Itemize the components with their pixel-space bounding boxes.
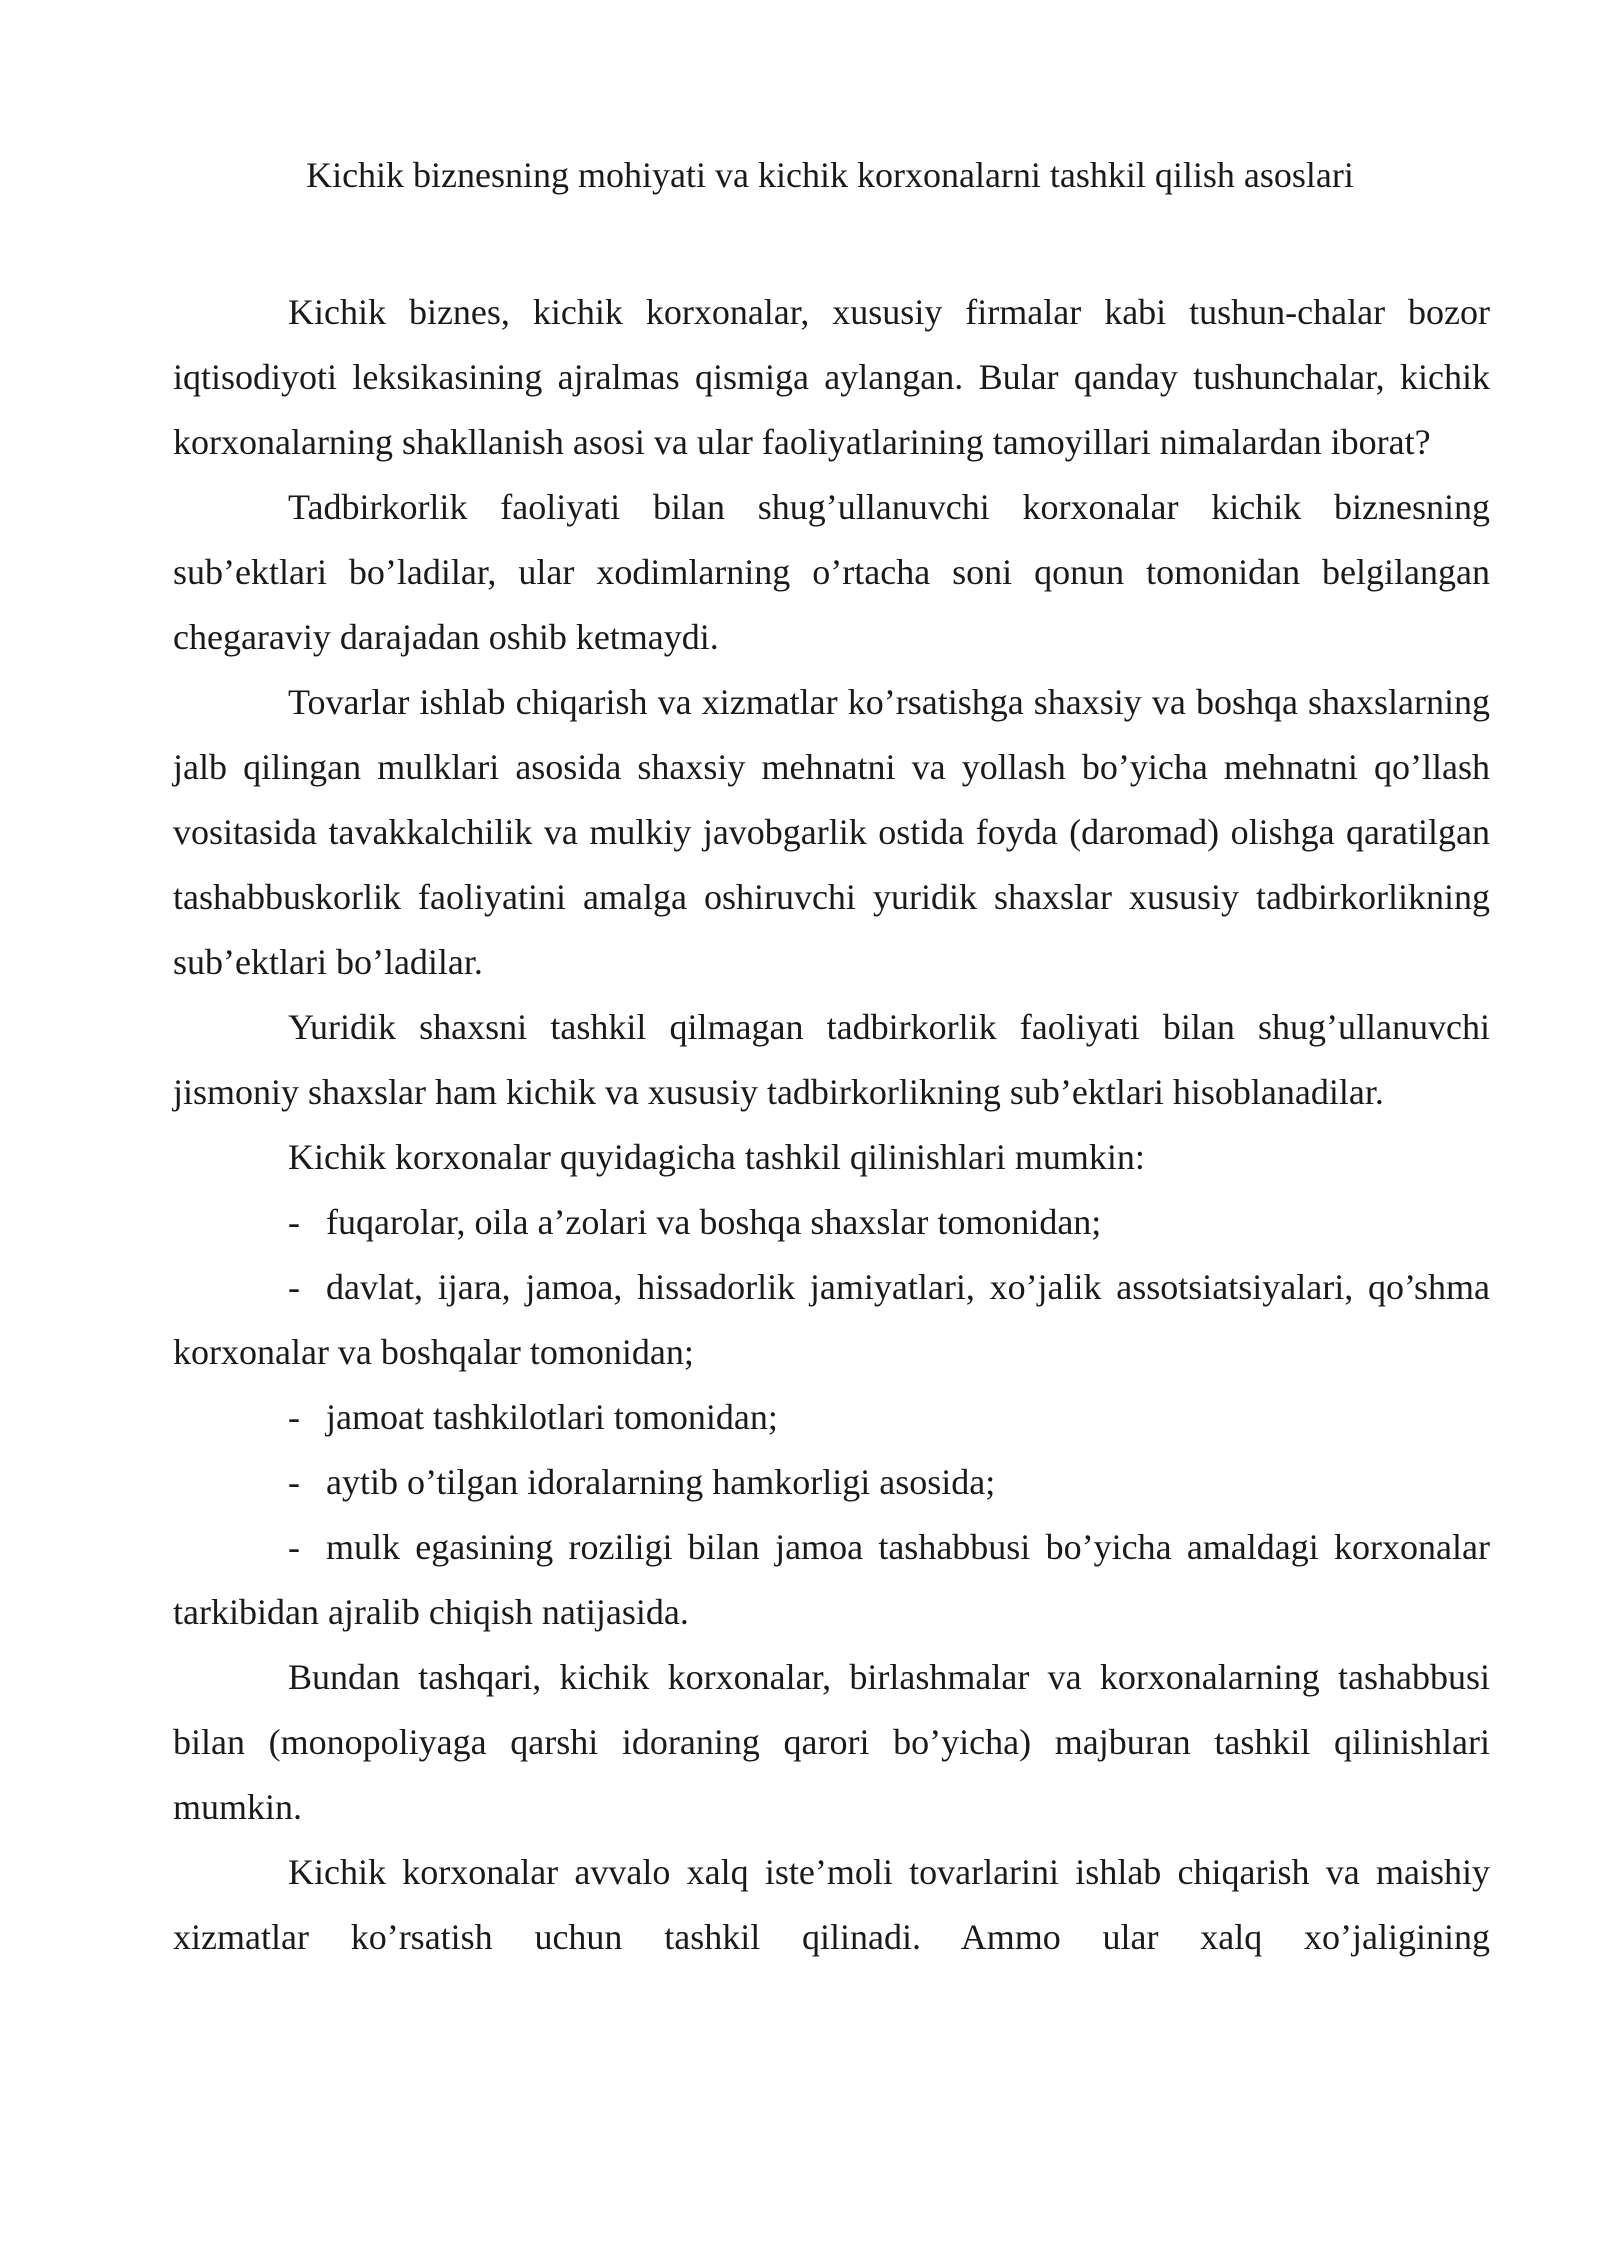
list-item [173, 1385, 1490, 1450]
paragraph-forced-creation: Bundan tashqari, kichik korxonalar, birlashmalar va korxonalarning tashabbusi bilan (monopoliyaga qarshi idoraning qarori bo’yicha) majburan tashkil qilinishlari mumkin. [173, 1657, 1490, 1827]
paragraph-individuals: Yuridik shaxsni tashkil qilmagan tadbirkorlik faoliyati bilan shug’ullanuvchi jismoniy shaxslar ham kichik va xususiy tadbirkorlikning sub’ektlari hisoblanadilar. [173, 1007, 1490, 1112]
list-item-text: davlat, ijara, jamoa, hissadorlik jamiyatlari, xo’jalik assotsiatsiyalari, qo’shma korxonalar va boshqalar tomonidan; [173, 1267, 1490, 1372]
list-item [173, 1450, 1490, 1515]
document-body [173, 280, 1490, 1970]
list-item [173, 1515, 1490, 1645]
list-item-text: jamoat tashkilotlari tomonidan; [326, 1397, 778, 1437]
founders-list [173, 1190, 1490, 1645]
list-item-text: mulk egasining roziligi bilan jamoa tashabbusi bo’yicha amaldagi korxonalar tarkibidan ajralib chiqish natijasida. [173, 1527, 1490, 1632]
document-title: Kichik biznesning mohiyati va kichik korxonalarni tashkil qilish asoslari [306, 155, 1354, 195]
list-dash: - [288, 1462, 300, 1502]
list-item-text: fuqarolar, oila a’zolari va boshqa shaxslar tomonidan; [326, 1202, 1102, 1242]
paragraph-legal-entities: Tovarlar ishlab chiqarish va xizmatlar ko’rsatishga shaxsiy va boshqa shaxslarning jalb qilingan mulklari asosida shaxsiy mehnatni va yollash bo’yicha mehnatni qo’llash vositasida tavakkalchilik va mulkiy javobgarlik ostida foyda (daromad) olishga qaratilgan tashabbuskorlik faoliyatini amalga oshiruvchi yuridik shaxslar xususiy tadbirkorlikning sub’ektlari bo’ladilar. [173, 682, 1490, 982]
list-dash: - [288, 1202, 300, 1242]
list-item [173, 1190, 1490, 1255]
list-item [173, 1255, 1490, 1385]
list-dash: - [288, 1397, 300, 1437]
paragraph-entrepreneurs: Tadbirkorlik faoliyati bilan shug’ullanuvchi korxonalar kichik biznesning sub’ektlari bo’ladilar, ular xodimlarning o’rtacha soni qonun tomonidan belgilangan chegaraviy darajadan oshib ketmaydi. [173, 487, 1490, 657]
list-dash: - [288, 1267, 300, 1307]
paragraph-purpose: Kichik korxonalar avvalo xalq iste’moli tovarlarini ishlab chiqarish va maishiy xizmatlar ko’rsatish uchun tashkil qilinadi. Ammo ular xalq xo’jaligining [173, 1852, 1490, 1957]
list-dash: - [288, 1527, 300, 1567]
paragraph-list-intro: Kichik korxonalar quyidagicha tashkil qilinishlari mumkin: [288, 1137, 1145, 1177]
list-item-text: aytib o’tilgan idoralarning hamkorligi asosida; [326, 1462, 996, 1502]
paragraph-intro: Kichik biznes, kichik korxonalar, xususiy firmalar kabi tushun-chalar bozor iqtisodiyoti leksikasining ajralmas qismiga aylangan. Bular qanday tushunchalar, kichik korxonalarning shakllanish asosi va ular faoliyatlarining tamoyillari nimalardan iborat? [173, 292, 1490, 462]
